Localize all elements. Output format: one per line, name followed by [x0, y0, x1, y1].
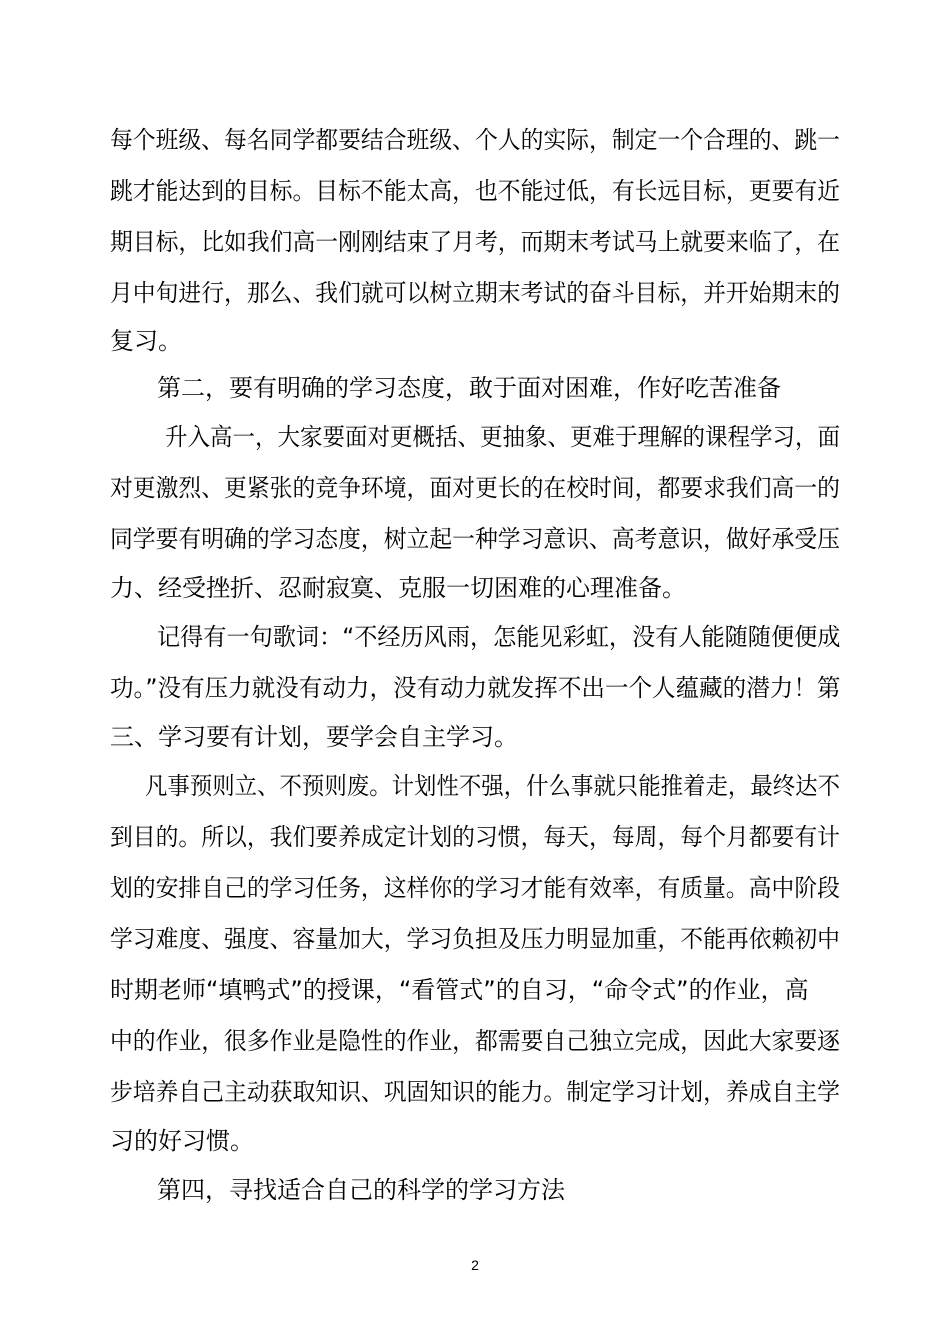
text-line: 力、经受挫折、忍耐寂寞、克服一切困难的心理准备。: [110, 574, 686, 602]
text-line: 升入高一，大家要面对更概括、更抽象、更难于理解的课程学习，面: [165, 423, 840, 451]
text-line: 复习。: [110, 327, 182, 355]
text-line: 同学要有明确的学习态度，树立起一种学习意识、高考意识，做好承受压: [110, 525, 840, 553]
text-line: 到目的。所以，我们要养成定计划的习惯，每天，每周，每个月都要有计: [110, 823, 840, 851]
section-heading: 第四，寻找适合自己的科学的学习方法: [157, 1176, 565, 1204]
text-line: 跳才能达到的目标。目标不能太高，也不能过低，有长远目标，更要有近: [110, 177, 840, 205]
text-line: 学习难度、强度、容量加大，学习负担及压力明显加重，不能再依赖初中: [110, 925, 840, 953]
text-line: 记得有一句歌词：“不经历风雨，怎能见彩虹，没有人能随随便便成: [157, 623, 841, 651]
text-line: 中的作业，很多作业是隐性的作业，都需要自己独立完成，因此大家要逐: [110, 1027, 840, 1055]
text-line: 凡事预则立、不预则废。计划性不强，什么事就只能推着走，最终达不: [145, 772, 840, 800]
text-line: 期目标，比如我们高一刚刚结束了月考，而期末考试马上就要来临了，在: [110, 228, 840, 256]
text-line: 步培养自己主动获取知识、巩固知识的能力。制定学习计划，养成自主学: [110, 1078, 840, 1106]
text-line: 功。”没有压力就没有动力，没有动力就发挥不出一个人蕴藏的潜力！第: [110, 674, 841, 702]
text-line: 时期老师“填鸭式”的授课，“看管式”的自习，“命令式”的作业，高: [110, 976, 809, 1004]
section-heading: 第二，要有明确的学习态度，敢于面对困难，作好吃苦准备: [157, 374, 781, 402]
text-line: 划的安排自己的学习任务，这样你的学习才能有效率，有质量。高中阶段: [110, 874, 840, 902]
page-number: 2: [471, 1257, 479, 1273]
section-heading: 三、学习要有计划，要学会自主学习。: [110, 723, 518, 751]
text-line: 习的好习惯。: [110, 1127, 254, 1155]
text-line: 每个班级、每名同学都要结合班级、个人的实际，制定一个合理的、跳一: [110, 126, 840, 154]
text-line: 对更激烈、更紧张的竞争环境，面对更长的在校时间，都要求我们高一的: [110, 474, 840, 502]
text-line: 月中旬进行，那么、我们就可以树立期末考试的奋斗目标，并开始期末的: [110, 279, 840, 307]
